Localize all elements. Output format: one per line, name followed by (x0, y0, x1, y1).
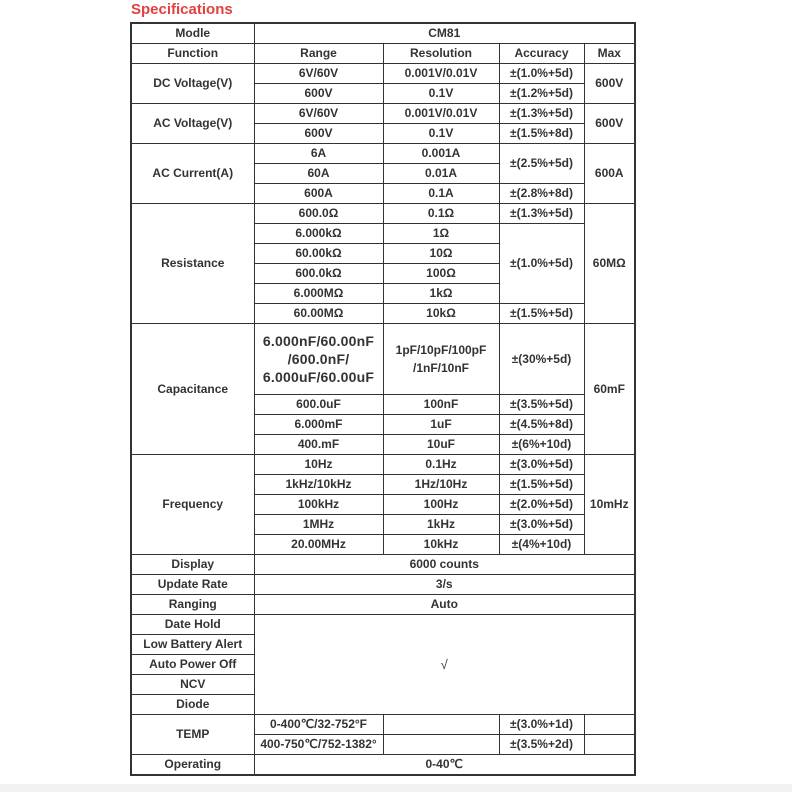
resolution-cell: 0.001V/0.01V (383, 64, 499, 84)
table-row (131, 64, 635, 84)
max-cell: 60mF (584, 324, 635, 455)
resolution-cell (383, 324, 499, 395)
accuracy-cell: ±(3.0%+1d) (499, 715, 584, 735)
function-cell: Display (131, 555, 254, 575)
resolution-cell: 0.01A (383, 164, 499, 184)
accuracy-cell: ±(3.0%+5d) (499, 515, 584, 535)
resolution-cell: 1kHz (383, 515, 499, 535)
specifications-table (130, 22, 636, 776)
accuracy-cell: ±(6%+10d) (499, 435, 584, 455)
table-row (131, 555, 635, 575)
check-cell (254, 615, 635, 715)
function-cell: NCV (131, 675, 254, 695)
function-cell: Capacitance (131, 324, 254, 455)
table-row (131, 23, 635, 44)
range-cell (254, 324, 383, 395)
resolution-cell: 10uF (383, 435, 499, 455)
range-cell: 60.00MΩ (254, 304, 383, 324)
function-cell: Low Battery Alert (131, 635, 254, 655)
function-cell: Ranging (131, 595, 254, 615)
accuracy-cell: ±(30%+5d) (499, 324, 584, 395)
function-cell: Frequency (131, 455, 254, 555)
value-cell: 6000 counts (254, 555, 635, 575)
function-cell: Date Hold (131, 615, 254, 635)
accuracy-cell: ±(2.0%+5d) (499, 495, 584, 515)
max-cell: 600V (584, 104, 635, 144)
range-cell: 600.0kΩ (254, 264, 383, 284)
range-cell: 600.0uF (254, 395, 383, 415)
table-row (131, 615, 635, 635)
resolution-cell: 10Ω (383, 244, 499, 264)
bottom-scrollbar-track (0, 784, 792, 792)
range-cell: 1MHz (254, 515, 383, 535)
max-cell-empty (584, 735, 635, 755)
function-cell: AC Current(A) (131, 144, 254, 204)
table-row (131, 144, 635, 164)
max-cell: 10mHz (584, 455, 635, 555)
accuracy-cell: ±(3.0%+5d) (499, 455, 584, 475)
resolution-cell: 100nF (383, 395, 499, 415)
range-cell: 6.000MΩ (254, 284, 383, 304)
max-cell: 60MΩ (584, 204, 635, 324)
function-cell: Auto Power Off (131, 655, 254, 675)
table-row (131, 755, 635, 776)
page-title: Specifications (131, 1, 233, 18)
accuracy-cell: ±(1.0%+5d) (499, 64, 584, 84)
accuracy-cell: ±(1.5%+8d) (499, 124, 584, 144)
range-cell: 400-750℃/752-1382° (254, 735, 383, 755)
resolution-cell: 0.1A (383, 184, 499, 204)
function-cell: Resistance (131, 204, 254, 324)
accuracy-cell: ±(1.3%+5d) (499, 104, 584, 124)
resolution-cell-empty (383, 715, 499, 735)
table-row (131, 324, 635, 395)
range-line: /600.0nF/ (287, 351, 350, 367)
accuracy-cell: ±(2.5%+5d) (499, 144, 584, 184)
range-cell: 20.00MHz (254, 535, 383, 555)
range-line: 6.000nF/60.00nF (262, 333, 375, 349)
range-cell: 600.0Ω (254, 204, 383, 224)
resolution-cell: 10kΩ (383, 304, 499, 324)
range-cell: 6.000kΩ (254, 224, 383, 244)
range-cell: 600V (254, 124, 383, 144)
max-cell: 600V (584, 64, 635, 104)
check-mark: √ (440, 656, 448, 672)
accuracy-cell: ±(1.0%+5d) (499, 224, 584, 304)
accuracy-cell: ±(2.8%+8d) (499, 184, 584, 204)
range-cell: 10Hz (254, 455, 383, 475)
value-cell: 0-40℃ (254, 755, 635, 776)
model-label-cell: Modle (131, 23, 254, 44)
range-line: 6.000uF/60.00uF (262, 369, 375, 385)
function-cell: Operating (131, 755, 254, 776)
max-cell-empty (584, 715, 635, 735)
max-cell: 600A (584, 144, 635, 204)
table-row (131, 575, 635, 595)
range-cell: 1kHz/10kHz (254, 475, 383, 495)
table-row (131, 455, 635, 475)
resolution-cell: 0.1V (383, 84, 499, 104)
range-cell: 6V/60V (254, 104, 383, 124)
resolution-line: /1nF/10nF (412, 361, 469, 375)
range-cell: 60.00kΩ (254, 244, 383, 264)
resolution-cell: 0.001V/0.01V (383, 104, 499, 124)
range-cell: 6.000mF (254, 415, 383, 435)
table-row (131, 595, 635, 615)
resolution-cell: 1uF (383, 415, 499, 435)
resolution-cell: 100Ω (383, 264, 499, 284)
resolution-cell: 0.001A (383, 144, 499, 164)
accuracy-cell: ±(1.2%+5d) (499, 84, 584, 104)
resolution-cell: 100Hz (383, 495, 499, 515)
range-cell: 600A (254, 184, 383, 204)
header-function: Function (131, 44, 254, 64)
function-cell: TEMP (131, 715, 254, 755)
accuracy-cell: ±(4.5%+8d) (499, 415, 584, 435)
table-row (131, 715, 635, 735)
accuracy-cell: ±(4%+10d) (499, 535, 584, 555)
header-max: Max (584, 44, 635, 64)
accuracy-cell: ±(1.3%+5d) (499, 204, 584, 224)
range-cell: 100kHz (254, 495, 383, 515)
function-cell: DC Voltage(V) (131, 64, 254, 104)
function-cell: AC Voltage(V) (131, 104, 254, 144)
resolution-cell: 0.1Ω (383, 204, 499, 224)
value-cell: 3/s (254, 575, 635, 595)
header-accuracy: Accuracy (499, 44, 584, 64)
accuracy-cell: ±(3.5%+2d) (499, 735, 584, 755)
resolution-cell: 1Hz/10Hz (383, 475, 499, 495)
range-cell: 400.mF (254, 435, 383, 455)
resolution-cell-empty (383, 735, 499, 755)
range-cell: 6V/60V (254, 64, 383, 84)
range-cell: 600V (254, 84, 383, 104)
table-row (131, 44, 635, 64)
accuracy-cell: ±(1.5%+5d) (499, 475, 584, 495)
resolution-cell: 10kHz (383, 535, 499, 555)
resolution-cell: 1kΩ (383, 284, 499, 304)
resolution-cell: 0.1Hz (383, 455, 499, 475)
value-cell: Auto (254, 595, 635, 615)
table-row (131, 104, 635, 124)
header-resolution: Resolution (383, 44, 499, 64)
range-cell: 0-400℃/32-752°F (254, 715, 383, 735)
resolution-cell: 1Ω (383, 224, 499, 244)
table-row (131, 204, 635, 224)
function-cell: Diode (131, 695, 254, 715)
function-cell: Update Rate (131, 575, 254, 595)
accuracy-cell: ±(1.5%+5d) (499, 304, 584, 324)
header-range: Range (254, 44, 383, 64)
accuracy-cell: ±(3.5%+5d) (499, 395, 584, 415)
resolution-line: 1pF/10pF/100pF (395, 343, 487, 357)
resolution-cell: 0.1V (383, 124, 499, 144)
model-value-cell: CM81 (254, 23, 635, 44)
range-cell: 60A (254, 164, 383, 184)
range-cell: 6A (254, 144, 383, 164)
